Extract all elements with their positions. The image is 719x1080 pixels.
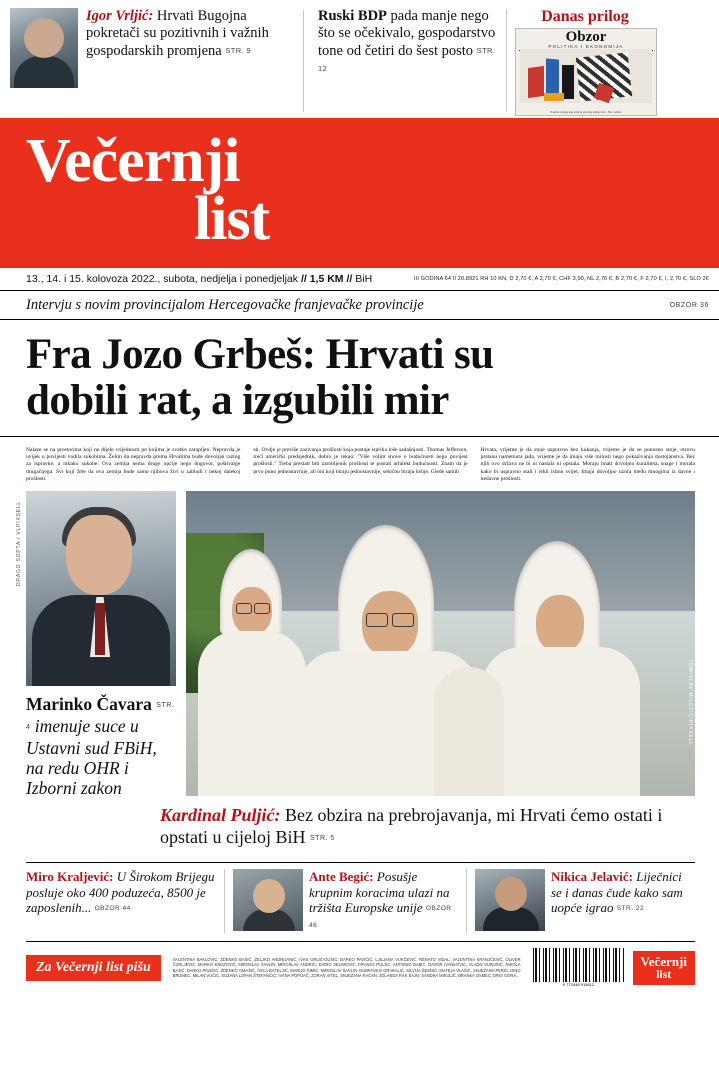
teaser-item-3[interactable] xyxy=(475,869,695,933)
teaser-2-ref[interactable]: OBZOR 46 xyxy=(309,905,452,929)
top-teaser-economy-text xyxy=(318,8,498,78)
left-story-photo xyxy=(26,491,176,686)
masthead[interactable] xyxy=(0,118,719,268)
supplement-subtitle: POLITIKA I EKONOMIJA xyxy=(548,44,624,49)
supplement-cover xyxy=(515,28,657,116)
teaser-1-name: Miro Kraljević: xyxy=(26,869,114,885)
footer-logo-line2: list xyxy=(656,966,672,981)
contributors-list: VALENTINA BAKLOVIĆ, ZDENKO BAŠIĆ, ŽELJKO ANDRIJANIĆ, IVAN GRLIĆ-GUŠIĆ, DARKO PAVIČIĆ, LJILJANA VUKČEVIĆ, RENATO VIDAL, VALENTINA KRANJČEVIĆ, OLIVER ČVRLJEVIĆ, MARKO KNEZOVIĆ, MIROSLAV ŠAVLIN, MIROSLAV ANDRIĆ, DARIO SELIMOVIĆ, FRANJO PULJIĆ, ANTONIO BABIĆ, DAVOR IVANKOVIĆ, VLADO VURUŠIĆ, NIKOLA BAJIĆ, DARKO PAVIČIĆ, ZDENKO OMAŠIĆ, IVICA BATELJIĆ, MARIJO ŠIMIĆ, MIROSLAV ŠAVLIN, DUBRAVKO GRAKALIĆ, SILVIJA ŠESNIĆ, MATEJA VLAŠIĆ, SNJEŽANA PERIĆ, DINO BRUMEC, MILAN VUČIĆ, SUZANA LEPAN ŠTEFANČIĆ, IVANA POPIJAČ, ZORAN VITEL, SNJEŽANA RAČAN, JOLANDA RAK ŠAJN, SANDRA MIKULIĆ, BRANKA OSMEC, DRIS GORA... xyxy=(172,957,521,978)
caption-page-ref[interactable]: STR. 5 xyxy=(310,835,335,843)
lead-column-3: Hrvata, vrijeme je da stoje uspravno bez kukanja, vrijeme je da se ponosno stoje, otrovu prstanu nametnuta jada, vrijeme je da imaju više milosti nego pokazivanja dostojanstva. Bez njih ovo država ne bi ni nastala ni opstala. Moraju imati dovoljno kuraliteta, snage i morala kako bi uspravno stali i rekli istinu svijet. Imaju dovoljno uzora među mnogima iz davne i nedavne prošlosti. xyxy=(480,447,695,482)
intro-text: Intervju s novim provincijalom Hercegovačke franjevačke provincije xyxy=(26,297,424,313)
top-teaser-economy-page-ref[interactable]: STR. 12 xyxy=(318,46,496,73)
masthead-line1: Večernji xyxy=(26,127,240,195)
footer-logo[interactable] xyxy=(633,951,695,985)
headline-line1: Fra Jozo Grbeš: Hrvati su xyxy=(26,331,494,378)
lead-column-1: Nalaze se na prostorima koji ne dijele vrijednosti po kojima je svatko zatupljen. Nepravda je uvijek u povijesti vodila sukobima. Želim da nepravda prema Hrvatima bude dovoljan razlog za ispravke, a nikako sukobe. Ova zemlja nema druge opcije nego dogovor, poštivanje drugačijega. Svi koji žele da ova zemlja bude samo njihova živi u zabludi i nekoj dalekoj prošlosti. xyxy=(26,447,241,482)
issue-price: // 1,5 KM // xyxy=(300,273,353,285)
issue-smallprint: III GODINA 64 II 20.8921 RH 10 KN, D 2,70 €, A 2,70 €, CHF 3,90, NL 2,70 €, B 2,70 €, F 2,70 €, I, 2,70 €, SLO 2€ xyxy=(414,276,709,282)
teaser-3-name: Nikica Jelavić: xyxy=(551,869,633,885)
footer-bar xyxy=(26,941,695,987)
top-teaser-portrait xyxy=(10,8,78,88)
teaser-3-text xyxy=(551,869,695,933)
top-teaser-interview[interactable] xyxy=(10,8,295,118)
divider xyxy=(506,10,507,112)
teaser-2-name: Ante Begić: xyxy=(309,869,374,885)
left-story-column[interactable] xyxy=(16,491,176,799)
intro-page-ref[interactable]: OBZOR 36 xyxy=(669,302,709,309)
headline-line2: dobili rat, a izgubili mir xyxy=(26,377,449,424)
masthead-line2: list xyxy=(194,185,270,253)
divider xyxy=(224,869,225,933)
teaser-2-text xyxy=(309,869,458,933)
page-title xyxy=(0,320,719,430)
supplement-title: Obzor xyxy=(565,29,607,45)
teaser-1-ref[interactable]: OBZOR 44 xyxy=(94,905,131,913)
teaser-1-text xyxy=(26,869,216,933)
divider xyxy=(303,10,304,112)
barcode xyxy=(533,948,625,987)
top-teaser-name: Igor Vrljić: xyxy=(86,8,154,24)
contributors-badge: Za Večernji list pišu xyxy=(26,955,161,981)
issue-edition: BiH xyxy=(355,273,373,285)
supplement-artwork xyxy=(520,49,652,103)
dateline-left xyxy=(26,273,409,285)
footer-logo-line1: Večernji xyxy=(640,953,687,969)
left-story-page-ref[interactable]: STR. 4 xyxy=(26,702,175,732)
main-photo-credit: TOMISLAV MILETIĆ/PIXSELL xyxy=(687,659,693,746)
photo-credit: DRAGO SOPTA / VLPIXSELL xyxy=(16,501,22,587)
main-photo xyxy=(186,491,695,796)
top-teaser-text xyxy=(86,8,295,118)
supplement-promo[interactable] xyxy=(515,8,655,118)
supplement-caption: Posebno izdanje koje stiže uz subotnje izdanje lista / Foto: Arhiva xyxy=(550,110,622,114)
main-photo-caption xyxy=(160,798,719,858)
left-story-name: Marinko Čavara xyxy=(26,694,152,715)
divider xyxy=(466,869,467,933)
top-teaser-page-ref[interactable]: STR. 9 xyxy=(225,46,252,55)
top-teaser-economy[interactable] xyxy=(318,8,498,118)
masthead-title xyxy=(0,118,719,253)
teaser-item-1[interactable] xyxy=(26,869,216,933)
bottom-teasers xyxy=(26,862,695,933)
teaser-3-body: Liječnici se i danas čude kako sam uopće igrao xyxy=(551,869,683,916)
teaser-item-2[interactable] xyxy=(233,869,458,933)
top-teaser-economy-lead: Ruski BDP xyxy=(318,8,387,24)
teaser-2-body: Posušje krupnim koracima ulazi na tržišta Europske unije xyxy=(309,869,450,916)
caption-name: Kardinal Puljić: xyxy=(160,805,281,826)
teaser-1-body: U Širokom Brijegu posluje oko 400 poduzeća, 8500 je zaposlenih... xyxy=(26,869,215,916)
left-story-text xyxy=(26,686,176,798)
top-teaser-strip xyxy=(0,0,719,118)
main-content-row xyxy=(0,491,719,798)
top-teaser-body: Hrvati Bugojna pokretači su pozitivnih i važnih gospodarskih promjena xyxy=(86,8,269,59)
issue-date: 13., 14. i 15. kolovoza 2022., subota, nedjelja i ponedjeljak xyxy=(26,273,299,285)
intro-line xyxy=(0,291,719,320)
barcode-number: 9 771848 915612 xyxy=(562,982,595,988)
teaser-3-ref[interactable]: STR. 22 xyxy=(616,905,645,913)
teaser-3-photo xyxy=(475,869,545,931)
teaser-2-photo xyxy=(233,869,303,931)
caption-text: Bez obzira na prebrojavanja, mi Hrvati ćemo ostati i opstati u cijeloj BiH xyxy=(160,805,663,848)
lead-text-columns xyxy=(0,436,719,491)
supplement-label: Danas prilog xyxy=(541,8,629,25)
left-story-body: imenuje suce u Ustavni sud FBiH, na redu OHR i Izborni zakon xyxy=(26,716,157,799)
lead-column-2: sti. Ovdje je previše zazivanja prošlosti koja postaje isprika loše sadašnjosti. Thomas Jefferson, treći američki predsjednik, dobro je rekao: "Više volim snove o budućnosti nego povijest prošlosti." Treba prestati biti zarobljenik prošlosti te postati arhitekt budućnosti. Znam da je prvo puno jednostavnije, ali oni koji biraju jednostavnije, sebično biraju lošije. Glede samih xyxy=(253,447,468,475)
dateline-bar xyxy=(0,268,719,291)
top-teaser-economy-body: pada manje nego što se očekivalo, gospodarstvo tone od četiri do šest posto xyxy=(318,8,496,59)
